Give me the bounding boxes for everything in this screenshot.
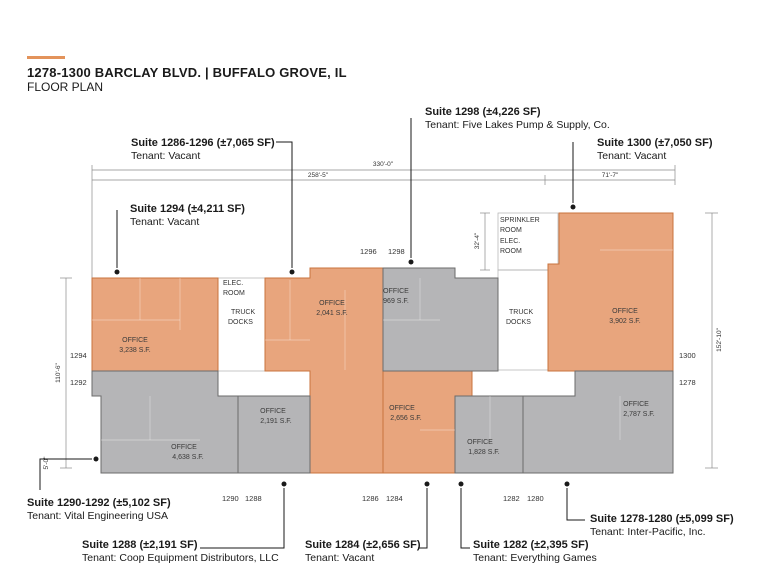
suite-1286-1296-name: Suite 1286-1296 (±7,065 SF) bbox=[131, 137, 275, 149]
suite-1278-1280-name: Suite 1278-1280 (±5,099 SF) bbox=[590, 513, 734, 525]
sprinkler-room-label-4: ROOM bbox=[500, 248, 522, 255]
office-1288-sf: 2,191 S.F. bbox=[260, 418, 292, 425]
callout-suite-1290-1292 bbox=[27, 496, 171, 523]
office-1294-label: OFFICE bbox=[122, 337, 148, 344]
suite-number-1294: 1294 bbox=[70, 351, 87, 360]
suite-1298-area[interactable] bbox=[383, 268, 498, 371]
suite-1282-tenant: Tenant: Everything Games bbox=[473, 552, 597, 564]
sprinkler-room-label-3: ELEC. bbox=[500, 238, 521, 245]
suite-1288-name: Suite 1288 (±2,191 SF) bbox=[82, 539, 198, 551]
callout-suite-1298 bbox=[425, 105, 610, 132]
suite-1284-tenant: Tenant: Vacant bbox=[305, 552, 375, 564]
dim-left: 258'-5" bbox=[307, 172, 329, 179]
suite-1300-name: Suite 1300 (±7,050 SF) bbox=[597, 137, 713, 149]
callout-suite-1288 bbox=[82, 538, 279, 565]
suite-number-1300: 1300 bbox=[679, 351, 696, 360]
suite-1298-name: Suite 1298 (±4,226 SF) bbox=[425, 106, 541, 118]
office-1298-label: OFFICE bbox=[383, 288, 409, 295]
office-1280-label: OFFICE bbox=[623, 401, 649, 408]
suite-1284-name: Suite 1284 (±2,656 SF) bbox=[305, 539, 421, 551]
suite-number-1278: 1278 bbox=[679, 378, 696, 387]
dim-small-left: 5'-0" bbox=[43, 456, 50, 470]
suite-1278-1280-area[interactable] bbox=[523, 371, 673, 473]
callout-suite-1278-1280 bbox=[590, 512, 734, 539]
dim-right: 71'-7" bbox=[601, 172, 619, 179]
office-1292-sf: 4,638 S.F. bbox=[172, 454, 204, 461]
office-1282-sf: 1,828 S.F. bbox=[468, 449, 500, 456]
page-title: 1278-1300 BARCLAY BLVD. | BUFFALO GROVE, IL bbox=[27, 65, 347, 80]
suite-number-1282: 1282 bbox=[503, 494, 520, 503]
dim-height-right: 152'-10" bbox=[716, 328, 723, 352]
dim-sprinkler: 32'-4" bbox=[474, 232, 481, 250]
elec-room-label-2: ROOM bbox=[223, 290, 245, 297]
suite-number-1298: 1298 bbox=[388, 247, 405, 256]
office-1280-sf: 2,787 S.F. bbox=[623, 411, 655, 418]
office-1300-label: OFFICE bbox=[612, 308, 638, 315]
suite-number-1284: 1284 bbox=[386, 494, 403, 503]
office-1296-label: OFFICE bbox=[319, 300, 345, 307]
sprinkler-room-label-1: SPRINKLER bbox=[500, 217, 540, 224]
suite-1294-area[interactable] bbox=[92, 278, 218, 371]
callout-suite-1294 bbox=[130, 202, 245, 229]
suite-1300-tenant: Tenant: Vacant bbox=[597, 150, 667, 162]
callout-suite-1282 bbox=[473, 538, 597, 565]
suite-1288-tenant: Tenant: Coop Equipment Distributors, LLC bbox=[82, 552, 279, 564]
office-1292-label: OFFICE bbox=[171, 444, 197, 451]
dim-overall: 330'-0" bbox=[372, 161, 394, 168]
callout-suite-1300 bbox=[597, 136, 712, 163]
truck-docks-left-2: DOCKS bbox=[228, 319, 253, 326]
dim-height-left: 110'-6" bbox=[55, 363, 62, 383]
callout-suite-1284 bbox=[305, 538, 420, 565]
suite-1298-tenant: Tenant: Five Lakes Pump & Supply, Co. bbox=[425, 119, 610, 131]
office-1296-sf: 2,041 S.F. bbox=[316, 310, 348, 317]
office-1288-label: OFFICE bbox=[260, 408, 286, 415]
suite-1282-name: Suite 1282 (±2,395 SF) bbox=[473, 539, 589, 551]
office-1284-sf: 2,656 S.F. bbox=[390, 415, 422, 422]
office-1298-sf: 969 S.F. bbox=[383, 298, 409, 305]
callout-suite-1286-1296 bbox=[131, 136, 275, 163]
office-1284-label: OFFICE bbox=[389, 405, 415, 412]
page-subtitle: FLOOR PLAN bbox=[27, 80, 104, 94]
truck-docks-right-1: TRUCK bbox=[509, 309, 534, 316]
suite-number-1280: 1280 bbox=[527, 494, 544, 503]
suite-1290-1292-area[interactable] bbox=[92, 371, 238, 473]
suite-number-1286: 1286 bbox=[362, 494, 379, 503]
suite-1290-1292-tenant: Tenant: Vital Engineering USA bbox=[27, 510, 169, 522]
suite-1294-tenant: Tenant: Vacant bbox=[130, 216, 200, 228]
elec-room-label-1: ELEC. bbox=[223, 280, 244, 287]
suite-1290-1292-name: Suite 1290-1292 (±5,102 SF) bbox=[27, 497, 171, 509]
suite-number-1296: 1296 bbox=[360, 247, 377, 256]
suite-1278-1280-tenant: Tenant: Inter-Pacific, Inc. bbox=[590, 526, 706, 538]
suite-1282-area[interactable] bbox=[455, 396, 523, 473]
suite-1300-area[interactable] bbox=[548, 213, 673, 371]
sprinkler-room-label-2: ROOM bbox=[500, 227, 522, 234]
truck-docks-right-2: DOCKS bbox=[506, 319, 531, 326]
suite-number-1290: 1290 bbox=[222, 494, 239, 503]
suite-1286-1296-tenant: Tenant: Vacant bbox=[131, 150, 201, 162]
truck-docks-left-1: TRUCK bbox=[231, 309, 256, 316]
suite-1294-name: Suite 1294 (±4,211 SF) bbox=[130, 203, 245, 215]
office-1300-sf: 3,902 S.F. bbox=[609, 318, 641, 325]
office-1294-sf: 3,238 S.F. bbox=[119, 347, 151, 354]
office-1282-label: OFFICE bbox=[467, 439, 493, 446]
suite-number-1292: 1292 bbox=[70, 378, 87, 387]
suite-number-1288: 1288 bbox=[245, 494, 262, 503]
